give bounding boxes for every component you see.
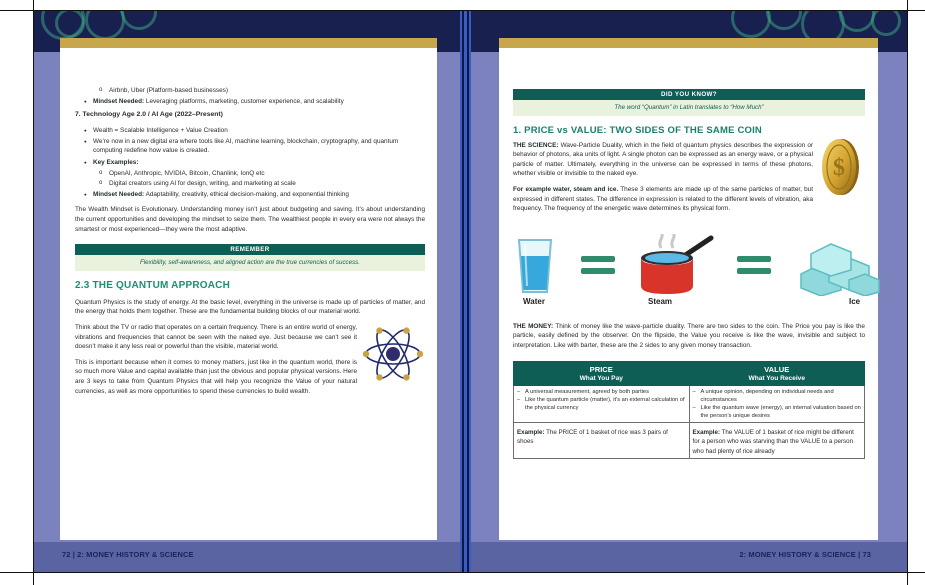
era-heading: 7. Technology Age 2.0 / AI Age (2022–Present): [75, 111, 223, 119]
top-list: [75, 86, 425, 106]
states-of-water-illustration: [511, 234, 867, 316]
evolution-paragraph: The Wealth Mindset is Evolutionary. Understanding money isn’t just about budgeting and saving. It’s about understanding the current opportunities and developing the mindset to seize them. The wealthiest people in every era were not always the smartest or most experienced—they were the most adaptive.: [75, 206, 425, 233]
page-sheet: [499, 48, 878, 540]
gold-strip: [499, 38, 878, 48]
crop-line: [907, 0, 908, 585]
gold-strip: [60, 38, 437, 48]
list-item: ● Wealth = Scalable Intelligence + Value Creation: [75, 126, 425, 136]
money-paragraph: THE MONEY: Think of money like the wave-particle duality. There are two sides to the coin. The Price you pay is like the particle, easily defined by the observer. On the flipside, the Value you receive is like the wave, invisible and subject to interpretation. Like with barter, these are the 2 sides to any given money transaction.: [513, 322, 865, 349]
crop-line: [0, 572, 925, 573]
did-you-know-heading: DID YOU KNOW?: [513, 89, 865, 100]
remember-heading: REMEMBER: [75, 244, 425, 255]
price-value-table: [513, 361, 865, 460]
did-you-know-text: The word “Quantum” in Latin translates to “How Much”: [513, 100, 865, 116]
crop-line: [33, 0, 34, 585]
dollar-coin-icon: [819, 137, 861, 197]
price-header: PRICE What You Pay: [514, 361, 690, 385]
right-content: [513, 89, 865, 459]
ice-cubes-icon: [801, 244, 879, 296]
list-item: o OpenAI, Anthropic, NVIDIA, Bitcoin, Chanlink, IonQ etc: [75, 169, 425, 179]
value-header: VALUE What You Receive: [689, 361, 865, 385]
science-paragraph: THE SCIENCE: Wave-Particle Duality, which in the field of quantum physics describes the expression or behavior of photons, aka units of light. A single photon can be expressed as an energy wave, or a physical particle of matter. Ultimately, everything in the universe can be expressed in terms of these photons, whether visible or invisible to the naked eye.: [513, 141, 814, 178]
list-item: ● Key Examples:: [75, 158, 425, 168]
section-heading: 1. PRICE vs VALUE: TWO SIDES OF THE SAME COIN: [513, 125, 762, 136]
section-heading: 2.3 THE QUANTUM APPROACH: [75, 280, 230, 292]
list-item: ● We’re now in a new digital era where tools like AI, machine learning, blockchain, cryptography, and quantum computing redefine how value is created.: [75, 137, 425, 156]
page-number: 72 | 2: MONEY HISTORY & SCIENCE: [62, 550, 194, 559]
state-label-steam: Steam: [648, 296, 673, 306]
atom-icon: [363, 323, 423, 385]
equals-sign-icon: [581, 256, 615, 274]
page-footer: [471, 542, 907, 572]
crop-line: [0, 10, 925, 11]
book-spine: [460, 10, 471, 572]
did-you-know-box: [513, 89, 865, 116]
left-content: [75, 86, 425, 402]
state-label-water: Water: [523, 296, 545, 306]
list-item: ● Mindset Needed: Adaptability, creativity, ethical decision-making, and exponential thinking: [75, 190, 425, 200]
list-item: o Digital creators using AI for design, writing, and marketing at scale: [75, 179, 425, 189]
price-example-cell: Example: The PRICE of 1 basket of rice was 3 pairs of shoes: [514, 422, 690, 459]
value-example-cell: Example: The VALUE of 1 basket of rice might be different for a person who was starving than the VALUE to a person who had plenty of rice already: [689, 422, 865, 459]
list-item: ● Mindset Needed: Leveraging platforms, marketing, customer experience, and scalability: [75, 97, 425, 107]
money-paragraph: This is important because when it comes to money matters, just like in the quantum world, there is so much more Value and capital available than just the obvious and popular physical versions. Here are 3 keys to take from Quantum Physics that will help you recognize the Value of your natural currencies, as well as more opportunities to spend these currencies to build wealth.: [75, 358, 357, 395]
example-paragraph: For example water, steam and ice. These 3 elements are made up of the same particles of matter, but expressed in different states. The difference in expression is related to the different levels of vibration, aka frequency. The frequency of the energetic wave determines its physical form.: [513, 185, 813, 213]
page-number: 2: MONEY HISTORY & SCIENCE | 73: [739, 550, 871, 559]
remember-text: Flexibility, self-awareness, and aligned action are the true currencies of success.: [75, 255, 425, 271]
list-item: o Airbnb, Uber (Platform-based businesses): [75, 86, 425, 96]
state-label-ice: Ice: [849, 296, 861, 306]
era-list: [75, 126, 425, 200]
tv-paragraph: Think about the TV or radio that operates on a certain frequency. There is an entire world of energy, vibrations and frequencies that cannot be seen with the naked eye. Just because we can’t see it doesn’t make it any less real or powerful than the visible, material world.: [75, 324, 357, 351]
equals-sign-icon: [737, 256, 771, 274]
steam-pot-icon: [641, 234, 711, 294]
right-page: [471, 10, 907, 572]
left-page: [33, 10, 460, 572]
quantum-paragraph: Quantum Physics is the study of energy. At the basic level, everything in the universe is made up of particles of matter, and the energy that holds them together. These are the fundamental building blocks of our material world.: [75, 298, 425, 316]
value-cell: – A unique opinion, depending on individual needs and circumstances – Like the quantum wave (energy), an internal valuation based on the person’s unique desires: [689, 385, 865, 422]
remember-box: [75, 244, 425, 271]
water-glass-icon: [519, 240, 551, 292]
page-sheet: [60, 48, 437, 540]
price-cell: – A universal measurement, agreed by both parties – Like the quantum particle (matter), it’s an external calculation of the physical currency: [514, 385, 690, 422]
svg-text:$: $: [833, 154, 845, 181]
page-footer: [33, 542, 460, 572]
